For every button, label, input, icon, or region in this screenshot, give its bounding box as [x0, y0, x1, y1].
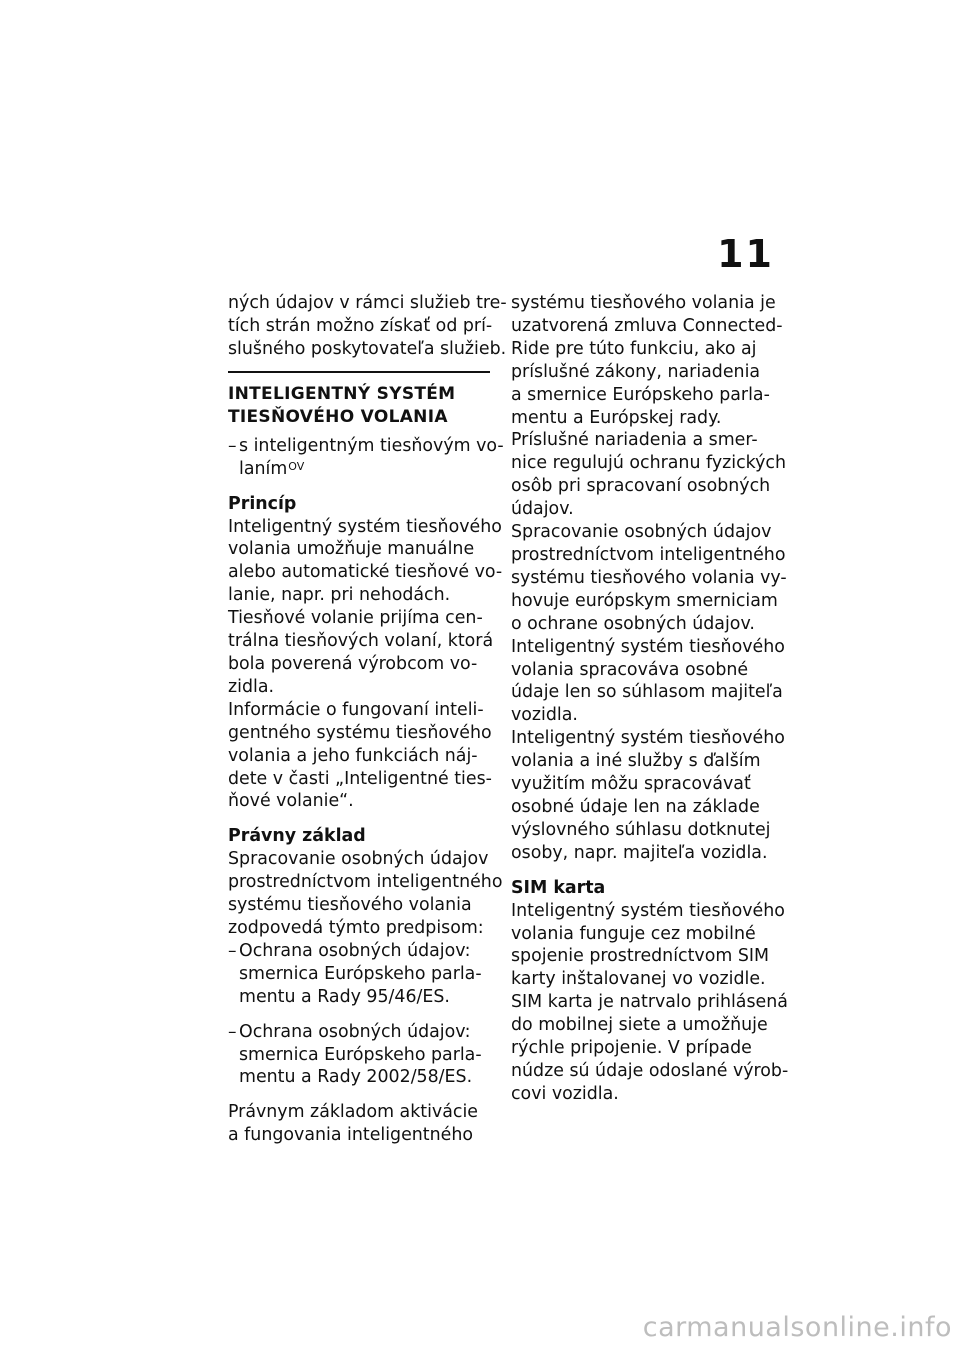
principle-paragraph-1 — [228, 516, 503, 608]
text-line: osôb pri spracovaní osobných — [511, 476, 771, 497]
text-line: zodpovedá týmto predpisom: — [228, 918, 484, 939]
text-line: volania a jeho funkciách náj- — [228, 745, 478, 766]
right-paragraph-5 — [511, 727, 785, 864]
text-line: do mobilnej siete a umožňuje — [511, 1015, 768, 1036]
text-line: údaje len so súhlasom majiteľa — [511, 682, 783, 703]
text-line: ňové volanie“. — [228, 791, 354, 812]
text-line: zidla. — [228, 676, 275, 697]
text-line: mentu a Rady 95/46/ES. — [239, 986, 450, 1007]
legal-bullet-2 — [228, 1021, 494, 1090]
sim-card-heading: SIM karta — [511, 877, 606, 898]
text-line: systému tiesňového volania vy- — [511, 567, 787, 588]
text-line: volania a iné služby s ďalším — [511, 751, 761, 772]
text-line: Inteligentný systém tiesňového — [511, 728, 785, 749]
text-line: uzatvorená zmluva Connected- — [511, 315, 783, 336]
text-line: volania umožňuje manuálne — [228, 539, 475, 560]
text-line: gentného systému tiesňového — [228, 722, 492, 743]
text-line: volania funguje cez mobilné — [511, 923, 756, 944]
legal-bullet-1 — [228, 940, 494, 1009]
text-line: núdze sú údaje odoslané výrob- — [511, 1061, 789, 1081]
text-line: osobné údaje len na základe — [511, 796, 760, 817]
text-line: trálna tiesňových volaní, ktorá — [228, 631, 494, 652]
right-paragraph-1 — [511, 292, 783, 429]
principle-paragraph-3 — [228, 699, 494, 814]
text-line: osoby, napr. majiteľa vozidla. — [511, 842, 768, 863]
legal-paragraph-2 — [228, 1101, 494, 1147]
text-line — [239, 458, 494, 481]
text-line: dete v časti „Inteligentné ties- — [228, 768, 492, 789]
text-line: systému tiesňového volania — [228, 895, 472, 916]
text-line: spojenie prostredníctvom SIM — [511, 946, 769, 967]
legal-paragraph-1 — [228, 848, 503, 940]
text-line: vozidla. — [511, 705, 578, 726]
text-line: karty inštalovanej vo vozidle. — [511, 969, 766, 990]
text-line: Ride pre túto funkciu, ako aj — [511, 338, 757, 359]
feature-bullet — [228, 435, 504, 481]
left-column — [228, 292, 507, 1147]
sim-paragraph-1 — [511, 900, 785, 992]
text-line: využitím môžu spracovávať — [511, 774, 751, 795]
text-line: Príslušné nariadenia a smer- — [511, 430, 758, 451]
right-paragraph-4 — [511, 636, 785, 728]
page-number: 11 — [717, 232, 774, 276]
text-line: Inteligentný systém tiesňového — [228, 516, 502, 537]
watermark: carmanualsonline.info — [642, 1312, 952, 1343]
text-line: Informácie o fungovaní inteli- — [228, 699, 484, 720]
bullet-dash: – — [228, 940, 237, 961]
right-column — [511, 292, 789, 1106]
section-divider — [228, 371, 490, 373]
text-line: prostredníctvom inteligentného — [228, 872, 503, 893]
right-paragraph-3 — [511, 521, 787, 636]
text-line: a fungovania inteligentného — [228, 1125, 474, 1146]
text-line: o ochrane osobných údajov. — [511, 613, 755, 634]
text-line: mentu a Rady 2002/58/ES. — [239, 1067, 473, 1088]
principle-heading: Princíp — [228, 493, 297, 514]
text-line: Inteligentný systém tiesňového — [511, 636, 785, 657]
text-line: systému tiesňového volania je — [511, 293, 776, 313]
option-code-superscript: OV — [288, 459, 305, 473]
right-paragraph-2 — [511, 429, 786, 521]
sim-paragraph-2 — [511, 991, 789, 1106]
text-line: hovuje európskym smerniciam — [511, 590, 778, 611]
text-line: a smernice Európskeho parla- — [511, 384, 770, 405]
text-line: bola poverená výrobcom vo- — [228, 653, 478, 674]
text-line: nice regulujú ochranu fyzických — [511, 453, 786, 474]
text-line: smernica Európskeho parla- — [239, 1044, 482, 1065]
section-title-line: INTELIGENTNÝ SYSTÉM — [228, 383, 456, 404]
text-line: ných údajov v rámci služieb tre- — [228, 293, 507, 313]
text-line: Ochrana osobných údajov: — [239, 940, 471, 961]
text-line: SIM karta je natrvalo prihlásená — [511, 992, 788, 1013]
text-line: údajov. — [511, 499, 574, 520]
bullet-dash: – — [228, 1021, 237, 1042]
section-title-line: TIESŇOVÉHO VOLANIA — [228, 406, 448, 427]
text-line: Spracovanie osobných údajov — [228, 849, 489, 870]
text-line: Ochrana osobných údajov: — [239, 1021, 471, 1042]
text-line: Právnym základom aktivácie — [228, 1102, 478, 1123]
text-line: mentu a Európskej rady. — [511, 407, 722, 428]
text-line: Tiesňové volanie prijíma cen- — [228, 608, 483, 629]
text-line: slušného poskytovateľa služieb. — [228, 338, 507, 359]
text-line: s inteligentným tiesňovým vo- — [239, 435, 504, 456]
bullet-dash: – — [228, 435, 237, 456]
section-title — [228, 383, 494, 429]
legal-basis-heading: Právny základ — [228, 826, 366, 847]
text-span: laním — [239, 458, 288, 479]
text-line: Spracovanie osobných údajov — [511, 522, 772, 543]
text-line: smernica Európskeho parla- — [239, 963, 482, 984]
text-line: volania spracováva osobné — [511, 659, 749, 680]
text-line: prostredníctvom inteligentného — [511, 544, 786, 565]
principle-paragraph-2 — [228, 607, 494, 699]
text-line: covi vozidla. — [511, 1083, 619, 1104]
text-line: výslovného súhlasu dotknutej — [511, 819, 771, 840]
text-line: príslušné zákony, nariadenia — [511, 361, 761, 382]
text-line: alebo automatické tiesňové vo- — [228, 562, 503, 583]
intro-paragraph — [228, 292, 507, 361]
text-line: rýchle pripojenie. V prípade — [511, 1038, 752, 1059]
text-line: tích strán možno získať od prí- — [228, 315, 493, 336]
text-line: lanie, napr. pri nehodách. — [228, 585, 451, 606]
text-line: Inteligentný systém tiesňového — [511, 900, 785, 921]
